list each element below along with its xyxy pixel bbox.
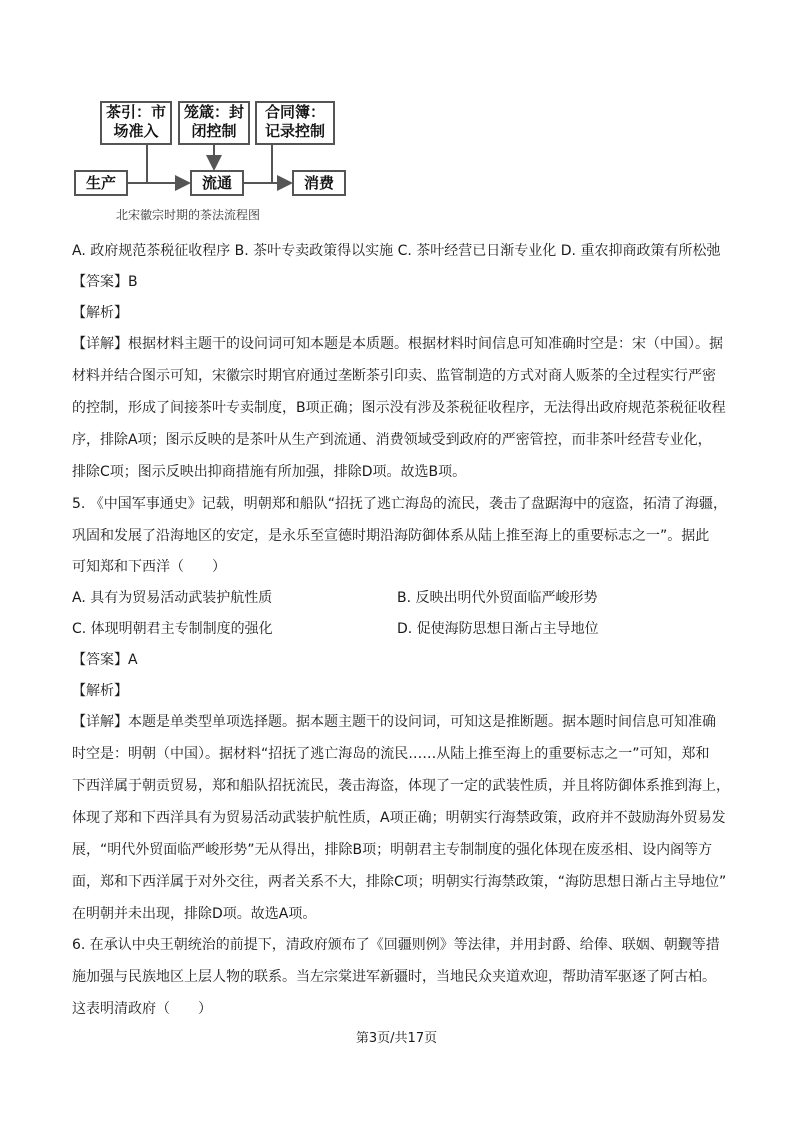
q4-detail-line-1: 【详解】根据材料主题干的设问词可知本题是本质题。根据材料时间信息可知准确时空是：宋（中国）。据 xyxy=(72,336,723,352)
q4-detail-line-5: 排除C项；图示反映出抑商措施有所加强，排除D项。故选B项。 xyxy=(72,464,467,480)
q5-answer: 【答案】A xyxy=(72,652,138,668)
q5-option-c: C. 体现明朝君主专制制度的强化 xyxy=(72,621,273,637)
box-tea-permit-line1: 茶引：市 xyxy=(105,103,166,121)
box-consumption-label: 消费 xyxy=(303,174,334,192)
q5-stem-line-2: 巩固和发展了沿海地区的安定，是永乐至宣德时期沿海防御体系从陆上推至海上的重要标志之一”。据此 xyxy=(72,528,710,544)
q5-detail-line-5: 展，“明代外贸面临严峻形势”无从得出，排除B项；明朝君主专制制度的强化体现在废丞相、设内阁等方 xyxy=(72,842,713,858)
q4-detail-line-2: 材料并结合图示可知，宋徽宗时期官府通过垄断茶引印卖、监管制造的方式对商人贩茶的全过程实行严密 xyxy=(72,368,716,384)
q5-stem-line-1: 5. 《中国军事通史》记载，明朝郑和船队“招抚了逃亡海岛的流民，袭击了盘踞海中的寇盗，拓清了海疆， xyxy=(72,496,728,512)
box-cage-line2: 闭控制 xyxy=(191,122,237,140)
box-circulation-label: 流通 xyxy=(201,174,232,192)
q4-detail-line-3: 的控制，形成了间接茶叶专卖制度，B项正确；图示没有涉及茶税征收程序，无法得出政府规范茶税征收程 xyxy=(72,400,726,416)
q5-analysis-label: 【解析】 xyxy=(72,683,128,699)
q4-detail-line-4: 序，排除A项；图示反映的是茶叶从生产到流通、消费领域受到政府的严密管控，而非茶叶经营专业化， xyxy=(72,432,712,448)
q5-stem-line-3: 可知郑和下西洋（ ） xyxy=(72,559,226,575)
flowchart-arrows xyxy=(72,96,347,206)
q5-option-b: B. 反映出明代外贸面临严峻形势 xyxy=(397,590,598,606)
q6-stem-line-3: 这表明清政府（ ） xyxy=(72,1001,212,1017)
q5-detail-line-3: 下西洋属于朝贡贸易，郑和船队招抚流民，袭击海盗，体现了一定的武装性质，并且将防御体系推到海上， xyxy=(72,778,730,794)
q5-detail-line-6: 面，郑和下西洋属于对外交往，两者关系不大，排除C项；明朝实行海禁政策，“海防思想日渐占主导地位” xyxy=(72,874,727,890)
q6-stem-line-1: 6. 在承认中央王朝统治的前提下，清政府颁布了《回疆则例》等法律，并用封爵、给俸、联姻、朝觐等措 xyxy=(72,937,720,953)
box-cage-line1: 笼箴：封 xyxy=(183,103,244,121)
q5-detail-line-4: 体现了郑和下西洋具有为贸易活动武装护航性质，A项正确；明朝实行海禁政策，政府并不鼓励海外贸易发 xyxy=(72,810,726,826)
q6-stem-line-2: 施加强与民族地区上层人物的联系。当左宗棠进军新疆时，当地民众夹道欢迎，帮助清军驱逐了阿古柏。 xyxy=(72,969,716,985)
q5-detail-line-2: 时空是：明朝（中国）。据材料“招抚了逃亡海岛的流民……从陆上推至海上的重要标志之一”可知，郑和 xyxy=(72,746,710,762)
q4-options: A. 政府规范茶税征收程序 B. 茶叶专卖政策得以实施 C. 茶叶经营已日渐专业化 D. 重农抑商政策有所松弛 xyxy=(72,243,721,259)
page-footer: 第3页/共17页 xyxy=(355,1031,438,1046)
tea-law-flowchart xyxy=(72,96,347,226)
flowchart-caption: 北宋徽宗时期的茶法流程图 xyxy=(116,208,261,222)
box-contract-line2: 记录控制 xyxy=(264,122,325,140)
q4-analysis-label: 【解析】 xyxy=(72,305,128,321)
q5-detail-line-1: 【详解】本题是单类型单项选择题。据本题主题干的设问词，可知这是推断题。据本题时间信息可知准确 xyxy=(72,714,716,730)
box-contract-line1: 合同簿： xyxy=(264,103,325,121)
q4-answer: 【答案】B xyxy=(72,274,138,290)
q5-detail-line-7: 在明朝并未出现，排除D项。故选A项。 xyxy=(72,906,317,922)
q5-option-a: A. 具有为贸易活动武装护航性质 xyxy=(72,590,273,606)
q5-option-d: D. 促使海防思想日渐占主导地位 xyxy=(397,621,599,637)
box-tea-permit-line2: 场准入 xyxy=(113,122,159,140)
box-production-label: 生产 xyxy=(85,174,116,192)
